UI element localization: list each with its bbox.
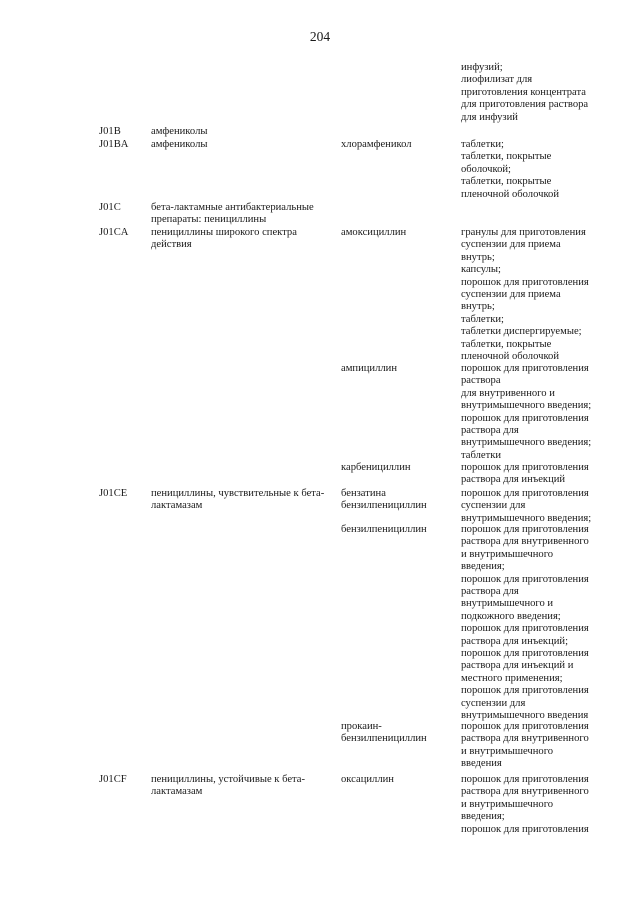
atc-group-name: пенициллины, устойчивые к бета- — [151, 774, 306, 785]
dosage-form-line: пленочной оболочкой — [461, 188, 560, 200]
dosage-form-line: таблетки — [461, 449, 502, 461]
atc-code: J01CE — [99, 488, 128, 499]
dosage-form-line: порошок для приготовления — [461, 823, 589, 835]
dosage-form-line: таблетки, покрытые — [461, 338, 552, 350]
dosage-form-line: раствора для — [461, 586, 519, 597]
dosage-form-line: пленочной оболочкой — [461, 351, 560, 362]
atc-group-name: пенициллины широкого спектра — [151, 227, 297, 238]
dosage-form-line: внутримышечного введения; — [461, 512, 592, 524]
dosage-form-line: внутримышечного введения — [461, 710, 589, 721]
atc-group-name: амфениколы — [151, 139, 208, 150]
dosage-form-line: подкожного введения; — [461, 610, 561, 622]
drug-name: хлорамфеникол — [341, 139, 412, 150]
atc-code: J01BA — [99, 139, 129, 150]
dosage-form-line: порошок для приготовления — [461, 276, 589, 288]
dosage-form-line: введения; — [461, 811, 505, 823]
drug-name: прокаин- — [341, 721, 382, 732]
atc-group-name: лактамазам — [151, 500, 203, 512]
dosage-form-line: для внутривенного и — [461, 387, 555, 399]
dosage-form-line: капсулы; — [461, 264, 501, 276]
drug-name: бензилпенициллин — [341, 500, 427, 512]
dosage-form-line: порошок для приготовления — [461, 412, 589, 424]
atc-code: J01C — [99, 202, 121, 213]
dosage-form-line: порошок для приготовления — [461, 573, 589, 585]
dosage-form-line: таблетки; — [461, 313, 504, 325]
dosage-form-line: раствора для внутривенного — [461, 536, 589, 548]
dosage-form-line: порошок для приготовления — [461, 685, 589, 697]
drug-name: бензилпенициллин — [341, 733, 427, 745]
dosage-form-line: внутрь; — [461, 301, 495, 313]
dosage-form-line: порошок для приготовления — [461, 623, 589, 635]
dosage-form-line: суспензии для — [461, 500, 526, 512]
dosage-form-line: раствора для инъекций — [461, 474, 566, 486]
drug-name: оксациллин — [341, 774, 394, 785]
dosage-form-line: и внутримышечного — [461, 798, 554, 810]
drug-name: бензатина — [341, 488, 386, 499]
dosage-form-line: и внутримышечного — [461, 745, 554, 757]
dosage-form-line: порошок для приготовления — [461, 363, 589, 374]
atc-group-name: лактамазам — [151, 786, 203, 798]
atc-code: J01CA — [99, 227, 129, 238]
dosage-form-line: раствора — [461, 375, 501, 387]
dosage-form-line: порошок для приготовления — [461, 774, 589, 785]
page-number: 204 — [309, 29, 331, 44]
dosage-form-line: внутримышечного и — [461, 598, 554, 610]
dosage-form-line: гранулы для приготовления — [461, 227, 586, 238]
dosage-form-line: лиофилизат для — [461, 74, 533, 86]
dosage-form-line: порошок для приготовления — [461, 648, 589, 659]
dosage-form-line: суспензии для приема — [461, 239, 561, 251]
dosage-form-line: раствора для — [461, 425, 519, 436]
dosage-form-line: порошок для приготовления — [461, 488, 589, 499]
dosage-form-line: инфузий; — [461, 62, 503, 73]
dosage-form-line: раствора для внутривенного — [461, 733, 589, 745]
atc-group-name: препараты: пенициллины — [151, 214, 267, 226]
atc-code: J01CF — [99, 774, 127, 785]
dosage-form-line: суспензии для приема — [461, 289, 561, 300]
dosage-form-line: таблетки, покрытые — [461, 176, 552, 188]
dosage-form-line: суспензии для — [461, 697, 526, 709]
dosage-form-line: порошок для приготовления — [461, 721, 589, 732]
dosage-form-line: порошок для приготовления — [461, 462, 589, 473]
atc-group-name: бета-лактамные антибактериальные — [151, 202, 314, 213]
dosage-form-line: раствора для инъекций и — [461, 660, 574, 672]
atc-code: J01B — [99, 126, 121, 137]
dosage-form-line: оболочкой; — [461, 163, 511, 175]
dosage-form-line: раствора для внутривенного — [461, 786, 589, 798]
dosage-form-line: внутримышечного введения; — [461, 400, 592, 412]
atc-group-name: амфениколы — [151, 126, 208, 137]
drug-name: ампициллин — [341, 363, 397, 374]
dosage-form-line: внутрь; — [461, 251, 495, 263]
atc-group-name: пенициллины, чувствительные к бета- — [151, 488, 325, 499]
dosage-form-line: приготовления концентрата — [461, 86, 586, 98]
dosage-form-line: таблетки; — [461, 139, 504, 150]
dosage-form-line: таблетки, покрытые — [461, 151, 552, 163]
dosage-form-line: введения — [461, 758, 502, 770]
dosage-form-line: для приготовления раствора — [461, 99, 589, 111]
dosage-form-line: введения; — [461, 561, 505, 573]
dosage-form-line: порошок для приготовления — [461, 524, 589, 535]
dosage-form-line: местного применения; — [461, 672, 563, 684]
drug-name: амоксициллин — [341, 227, 407, 238]
dosage-form-line: и внутримышечного — [461, 548, 554, 560]
dosage-form-line: раствора для инъекций; — [461, 635, 569, 647]
drug-name: карбенициллин — [341, 462, 411, 473]
dosage-form-line: внутримышечного введения; — [461, 437, 592, 449]
dosage-form-line: таблетки диспергируемые; — [461, 326, 582, 338]
atc-group-name: действия — [151, 239, 192, 251]
dosage-form-line: для инфузий — [461, 111, 518, 123]
drug-name: бензилпенициллин — [341, 524, 427, 535]
